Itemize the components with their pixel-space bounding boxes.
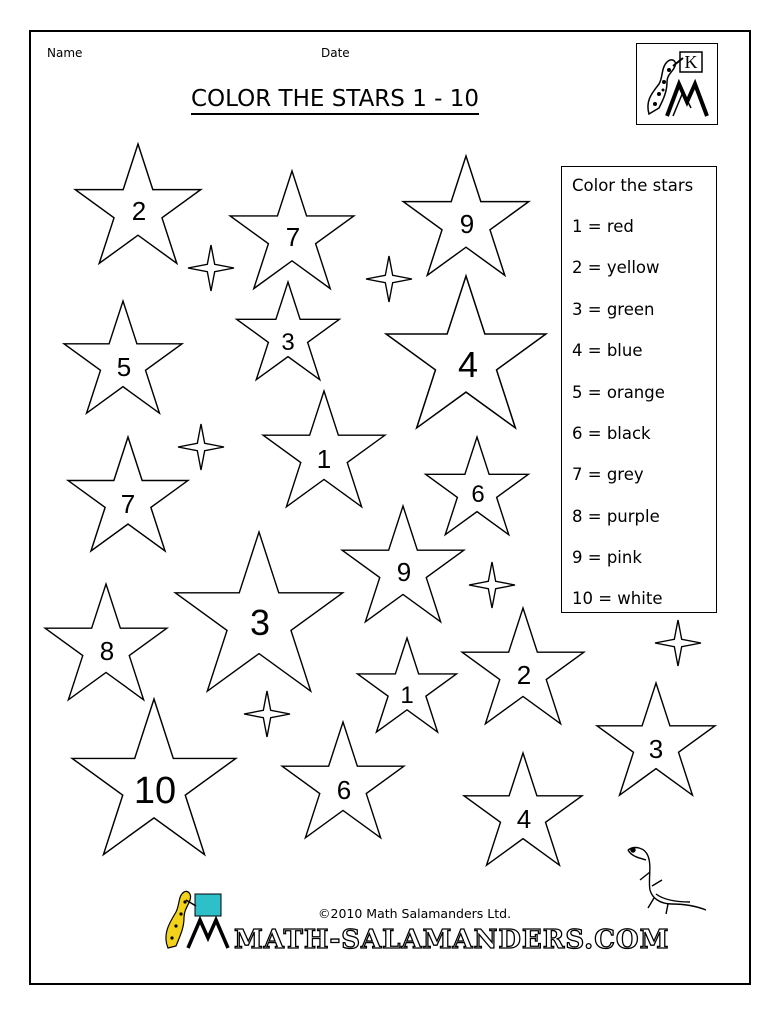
color-key-item: 9 = pink (572, 548, 642, 567)
star-number: 1 (316, 444, 332, 474)
star-number: 9 (459, 209, 475, 239)
salamander-illustration (628, 848, 706, 914)
color-key-item: 8 = purple (572, 507, 660, 526)
star-number: 2 (131, 196, 147, 226)
brand-wordmark: MATH-SALAMANDERS.COM (234, 925, 670, 955)
page-title: COLOR THE STARS 1 - 10 (0, 86, 670, 112)
star-number: 4 (516, 804, 532, 834)
color-key-item: 7 = grey (572, 465, 644, 484)
color-key-item: 5 = orange (572, 383, 665, 402)
footer-salamander-logo (166, 891, 228, 948)
color-key-item: 6 = black (572, 424, 651, 443)
sparkle-decoration (188, 245, 234, 291)
name-label: Name (47, 46, 83, 60)
star-number: 8 (99, 636, 115, 666)
copyright-text: ©2010 Math Salamanders Ltd. (318, 906, 512, 921)
star-number: 6 (471, 481, 485, 508)
star-number: 3 (249, 602, 271, 643)
star-number: 2 (516, 660, 532, 690)
logo-letter: K (684, 52, 698, 72)
star-number: 1 (400, 682, 414, 709)
star-number: 5 (116, 352, 132, 382)
date-label: Date (321, 46, 350, 60)
star-number: 9 (396, 557, 412, 587)
sparkle-decoration (469, 562, 515, 608)
sparkle-decoration (178, 424, 224, 470)
sparkle-decoration (244, 691, 290, 737)
color-key-title: Color the stars (572, 176, 694, 195)
color-key-item: 3 = green (572, 300, 655, 319)
star-number: 3 (648, 734, 664, 764)
color-key-item: 2 = yellow (572, 258, 660, 277)
color-key-item: 10 = white (572, 589, 663, 608)
star-number: 3 (281, 329, 295, 356)
sparkle-decoration (366, 256, 412, 302)
sparkle-decoration (655, 620, 701, 666)
star-number: 6 (336, 775, 352, 805)
color-key-item: 4 = blue (572, 341, 643, 360)
star-number: 10 (133, 770, 177, 812)
star-number: 4 (457, 344, 479, 385)
star-number: 7 (120, 489, 136, 519)
star-number: 7 (285, 222, 301, 252)
color-key-item: 1 = red (572, 217, 634, 236)
